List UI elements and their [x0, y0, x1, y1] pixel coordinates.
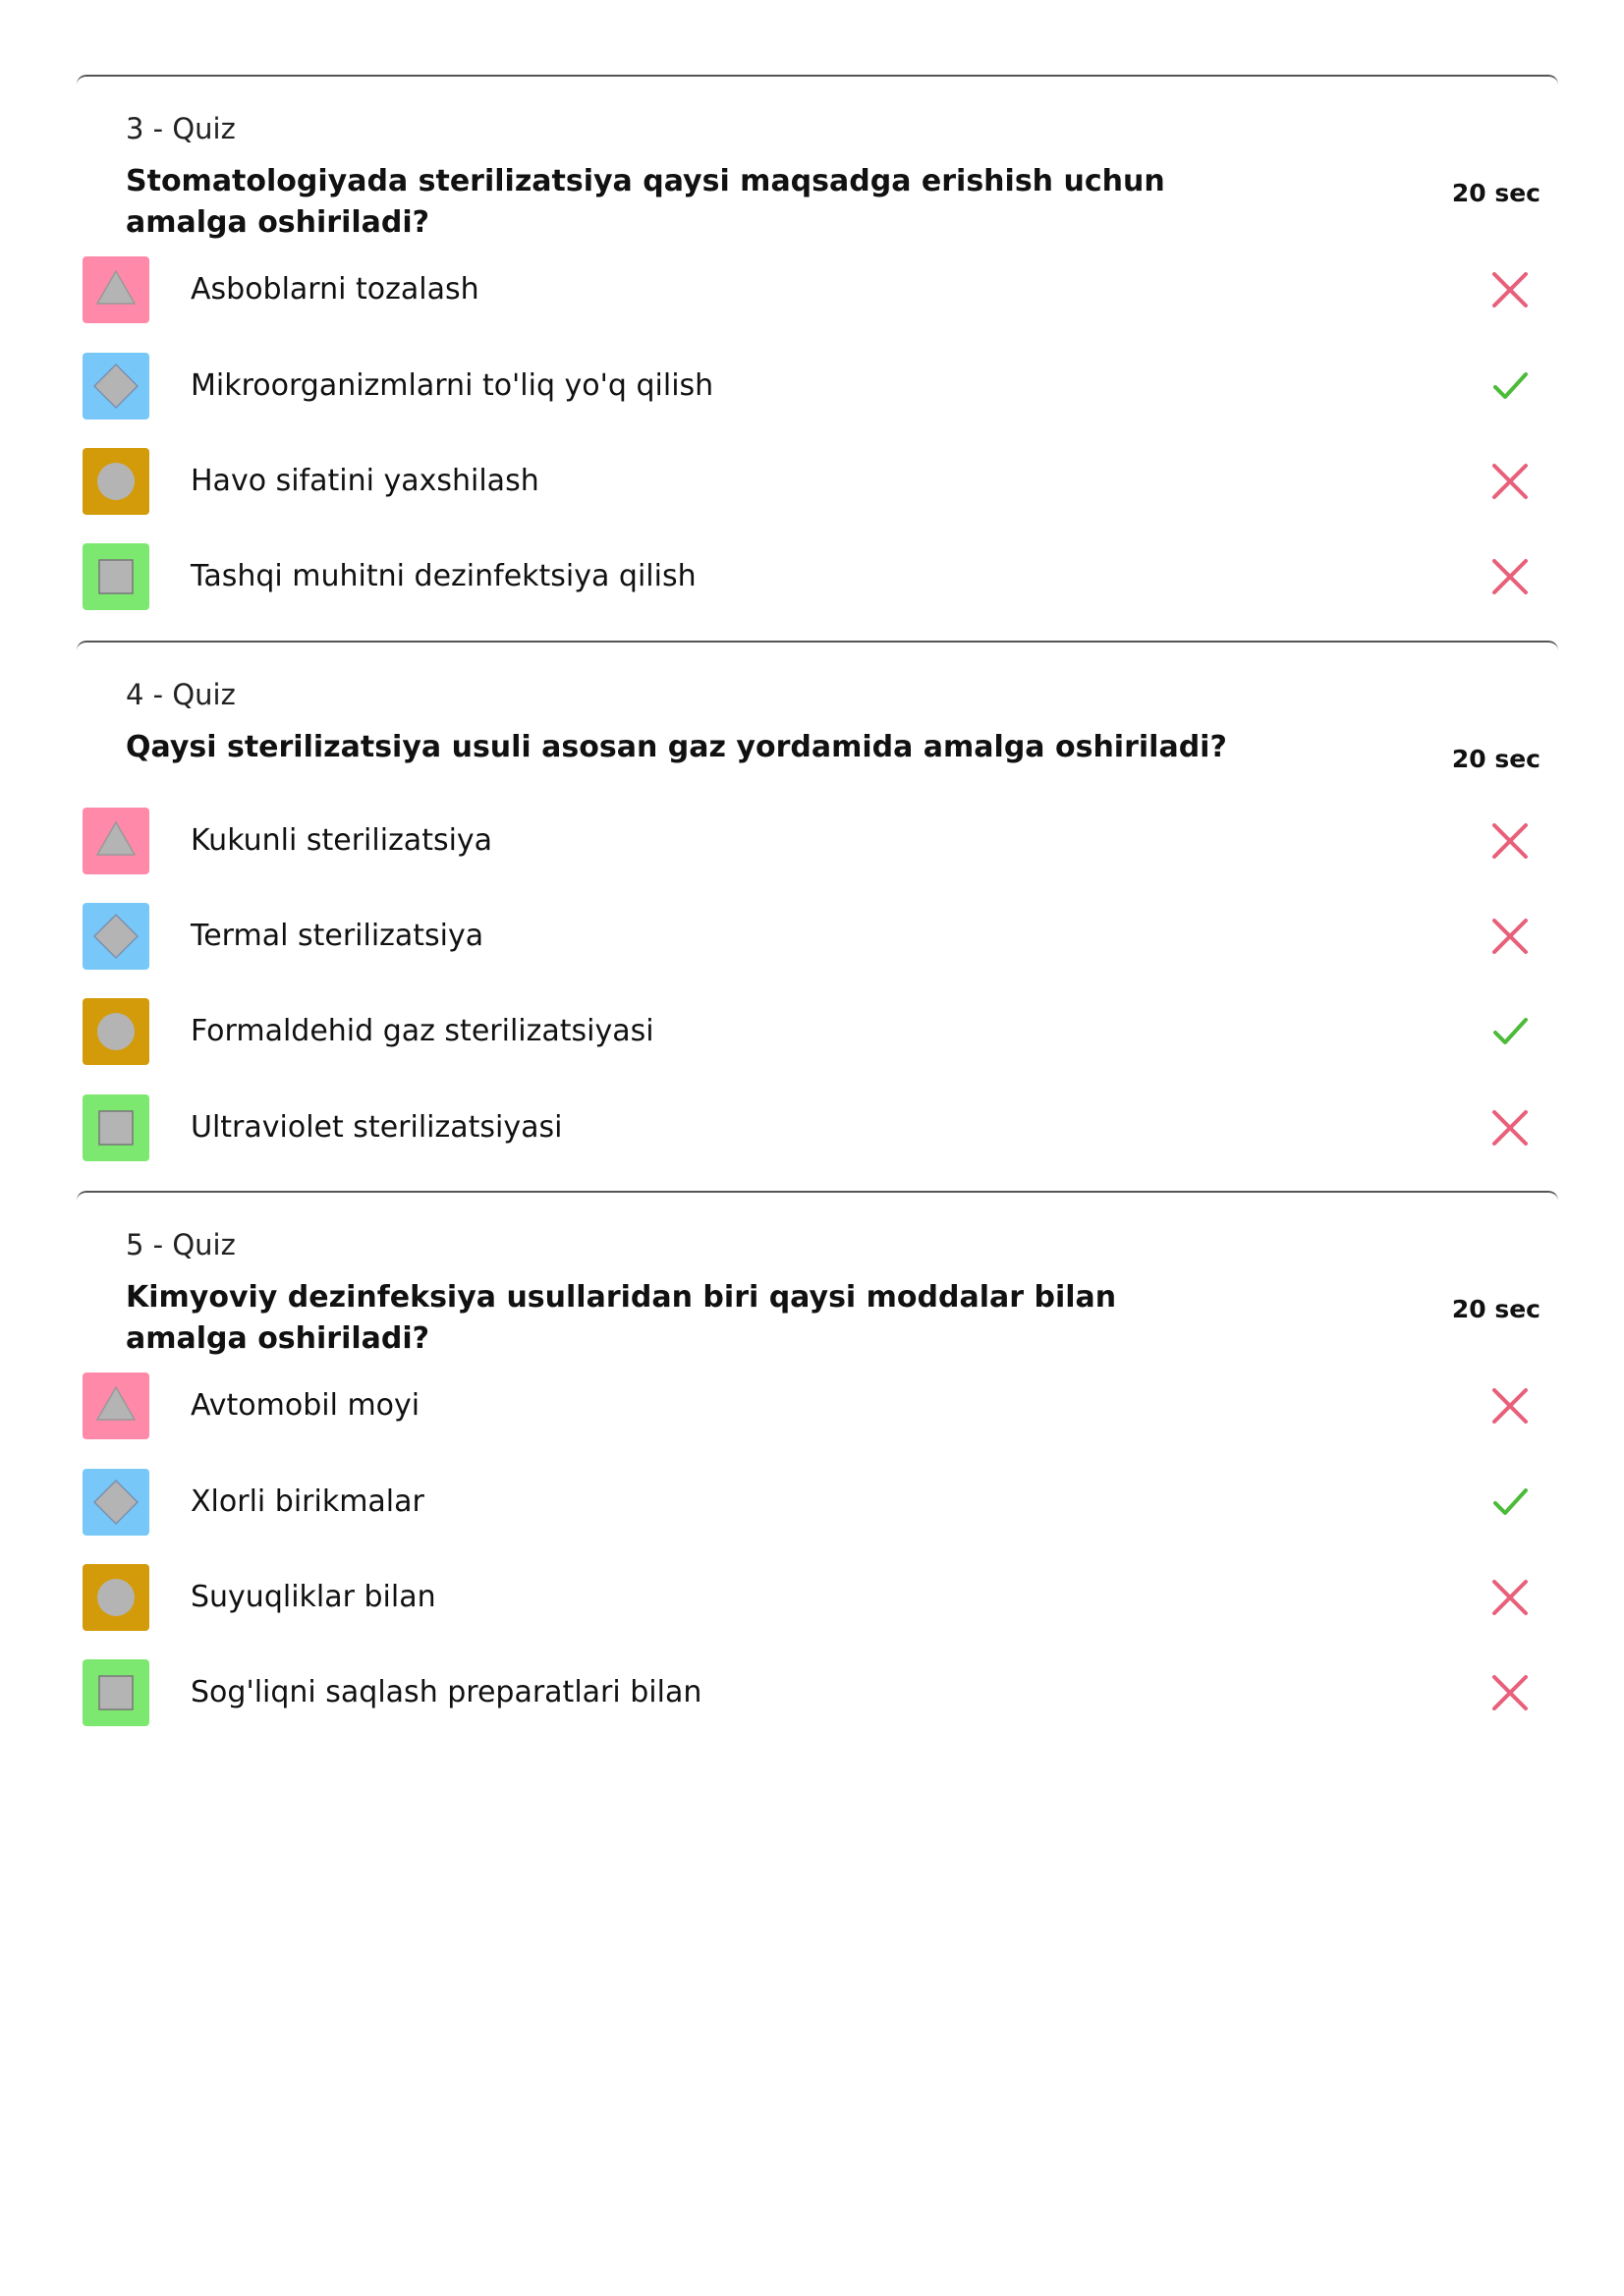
- quiz-card: [77, 1191, 1558, 1743]
- quiz-time: 20 sec: [1451, 745, 1540, 773]
- diamond-icon: [83, 353, 149, 420]
- circle-icon: [83, 448, 149, 515]
- answer-text: Formaldehid gaz sterilizatsiyasi: [191, 1014, 654, 1048]
- cross-icon: [1489, 1385, 1531, 1427]
- cross-icon: [1489, 461, 1531, 502]
- answer-option[interactable]: [83, 1094, 1552, 1161]
- triangle-icon: [83, 808, 149, 874]
- cross-icon: [1489, 269, 1531, 310]
- square-icon: [83, 543, 149, 610]
- answer-option[interactable]: [83, 543, 1552, 610]
- quiz-number: 4 - Quiz: [126, 678, 236, 711]
- diamond-icon: [83, 903, 149, 970]
- answer-option[interactable]: [83, 353, 1552, 420]
- answer-text: Tashqi muhitni dezinfektsiya qilish: [191, 559, 697, 593]
- answer-text: Xlorli birikmalar: [191, 1484, 424, 1519]
- answer-text: Termal sterilizatsiya: [191, 919, 484, 953]
- answer-text: Kukunli sterilizatsiya: [191, 823, 493, 858]
- check-icon: [1489, 365, 1531, 407]
- answer-text: Suyuqliklar bilan: [191, 1580, 436, 1614]
- quiz-question: Kimyoviy dezinfeksiya usullaridan biri qaysi moddalar bilan amalga oshiriladi?: [126, 1280, 1117, 1356]
- triangle-icon: [83, 1372, 149, 1439]
- answer-text: Havo sifatini yaxshilash: [191, 464, 539, 498]
- answer-text: Ultraviolet sterilizatsiyasi: [191, 1110, 563, 1145]
- quiz-card: [77, 641, 1558, 1193]
- cross-icon: [1489, 916, 1531, 957]
- quiz-question: Qaysi sterilizatsiya usuli asosan gaz yordamida amalga oshiriladi?: [126, 730, 1227, 764]
- quiz-card: [77, 75, 1558, 643]
- answer-option[interactable]: [83, 903, 1552, 970]
- circle-icon: [83, 1564, 149, 1631]
- answer-option[interactable]: [83, 1564, 1552, 1631]
- cross-icon: [1489, 1577, 1531, 1618]
- answer-text: Mikroorganizmlarni to'liq yo'q qilish: [191, 368, 714, 403]
- answer-option[interactable]: [83, 256, 1552, 323]
- quiz-number: 3 - Quiz: [126, 112, 236, 145]
- square-icon: [83, 1094, 149, 1161]
- check-icon: [1489, 1011, 1531, 1052]
- cross-icon: [1489, 820, 1531, 862]
- cross-icon: [1489, 1672, 1531, 1713]
- circle-icon: [83, 998, 149, 1065]
- square-icon: [83, 1659, 149, 1726]
- answer-option[interactable]: [83, 1469, 1552, 1536]
- answer-text: Asboblarni tozalash: [191, 272, 479, 307]
- cross-icon: [1489, 556, 1531, 597]
- answer-option[interactable]: [83, 1372, 1552, 1439]
- check-icon: [1489, 1482, 1531, 1523]
- quiz-time: 20 sec: [1451, 1295, 1540, 1323]
- quiz-time: 20 sec: [1451, 179, 1540, 207]
- answer-option[interactable]: [83, 808, 1552, 874]
- answer-text: Sog'liqni saqlash preparatlari bilan: [191, 1675, 702, 1709]
- answer-option[interactable]: [83, 1659, 1552, 1726]
- diamond-icon: [83, 1469, 149, 1536]
- answer-option[interactable]: [83, 998, 1552, 1065]
- answer-option[interactable]: [83, 448, 1552, 515]
- cross-icon: [1489, 1107, 1531, 1148]
- quiz-number: 5 - Quiz: [126, 1228, 236, 1261]
- quiz-question: Stomatologiyada sterilizatsiya qaysi maqsadga erishish uchun amalga oshiriladi?: [126, 164, 1165, 240]
- answer-text: Avtomobil moyi: [191, 1388, 420, 1423]
- triangle-icon: [83, 256, 149, 323]
